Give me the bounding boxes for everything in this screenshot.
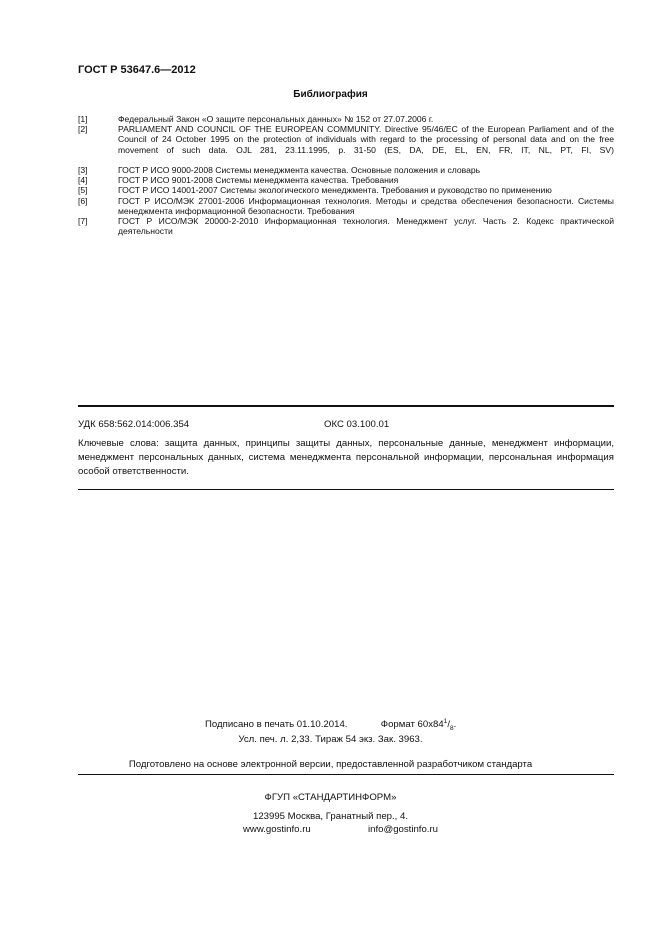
email-link[interactable]: info@gostinfo.ru — [368, 824, 439, 835]
reference-text: ГОСТ Р ИСО 9001-2008 Системы менеджмента качества. Требования — [118, 175, 399, 186]
bibliography-title: Библиография — [293, 89, 368, 100]
reference-text: ГОСТ Р ИСО/МЭК 20000-2-2010 Информационная технология. Менеджмент услуг. Часть 2. Кодекс практической деятельности — [118, 216, 614, 237]
reference-text: ГОСТ Р ИСО/МЭК 27001-2006 Информационная технология. Методы и средства обеспечения безопасности. Системы менеджмента информационной безопасности. Требования — [118, 195, 614, 216]
signed-date-text: Подписано в печать 01.10.2014. — [205, 719, 348, 731]
bibliography-list — [78, 114, 614, 236]
prepared-note: Подготовлено на основе электронной версии, предоставленной разработчиком стандарта — [128, 759, 533, 770]
list-item — [78, 196, 614, 216]
reference-text: ГОСТ Р ИСО 9000-2008 Системы менеджмента качества. Основные положения и словарь — [118, 165, 481, 176]
reference-number: [1] — [78, 114, 88, 124]
document-code: ГОСТ Р 53647.6—2012 — [78, 64, 196, 76]
thin-divider — [78, 489, 614, 490]
publisher-address: 123995 Москва, Гранатный пер., 4. — [253, 811, 408, 822]
reference-text: PARLIAMENT AND COUNCIL OF THE EUROPEAN COMMUNITY. Directive 95/46/EC of the European Parliament and of the Council of 24 October 1995 on the protection of individuals with regard to the processing of personal data and on the free movement of such data. OJL 281, 23.11.1995, p. 31-50 (ES, DA, DE, EL, EN, FR, IT, NL, PT, FI, SV) — [118, 124, 614, 155]
reference-number: [5] — [78, 185, 88, 196]
reference-number: [4] — [78, 175, 88, 186]
reference-text: ГОСТ Р ИСО 14001-2007 Системы экологического менеджмента. Требования и руководство по применению — [118, 185, 552, 196]
website-link[interactable]: www.gostinfo.ru — [243, 824, 311, 835]
reference-number: [7] — [78, 216, 88, 227]
reference-text: Федеральный Закон «О защите персональных данных» № 152 от 27.07.2006 г. — [118, 114, 434, 124]
thick-divider — [78, 405, 614, 407]
list-item — [78, 114, 614, 124]
imprint-signed-row — [205, 718, 456, 732]
keywords-paragraph: Ключевые слова: защита данных, принципы защиты данных, персональные данные, менеджмент информации, менеджмент персональных данных, система менеджмента персональной информации, персональная информация особой ответственности. — [78, 438, 614, 477]
list-item — [78, 175, 614, 185]
oks-code: ОКС 03.100.01 — [324, 419, 390, 430]
list-item — [78, 185, 614, 195]
list-item — [78, 165, 614, 175]
print-info-text: Усл. печ. л. 2,33. Тираж 54 экз. Зак. 3963. — [238, 734, 423, 745]
reference-number: [3] — [78, 165, 88, 176]
udc-code: УДК 658:562.014:006.354 — [78, 419, 190, 430]
list-item — [78, 124, 614, 165]
publisher-name: ФГУП «СТАНДАРТИНФОРМ» — [264, 792, 397, 803]
reference-number: [2] — [78, 124, 88, 135]
reference-number: [6] — [78, 195, 88, 206]
footer-divider — [78, 774, 614, 775]
format-text: Формат $60x84^1/_8$. — [380, 718, 457, 733]
list-item — [78, 216, 614, 236]
